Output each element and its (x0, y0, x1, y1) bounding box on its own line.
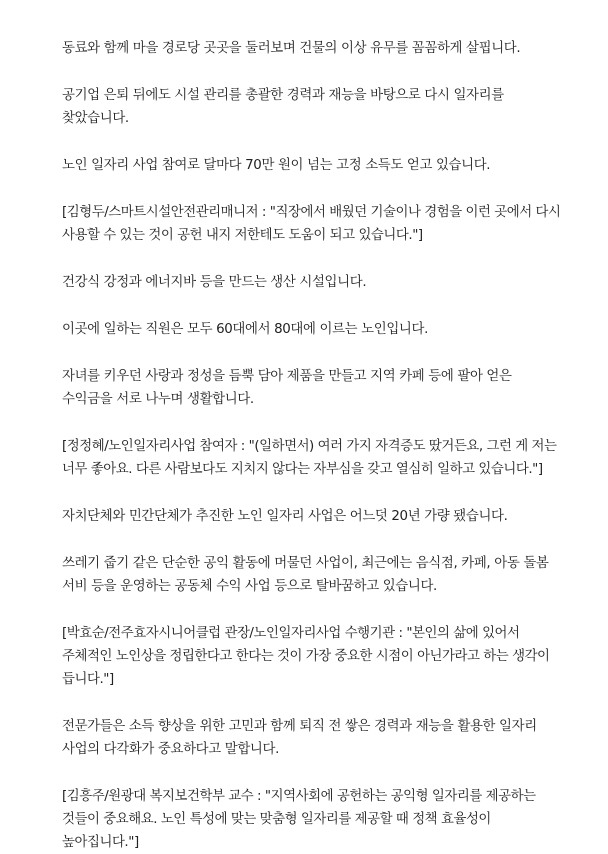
interview-quote: [김형두/스마트시설안전관리매니저 : "직장에서 배웠던 기술이나 경험을 이런 곳에서 다시 사용할 수 있는 것이 공헌 내지 저한테도 도움이 되고 있습니다."] (62, 205, 561, 243)
interview-quote: [박효순/전주효자시니어클럽 관장/노인일자리사업 수행기관 : "본인의 삶에 있어서 주체적인 노인상을 정립한다고 한다는 것이 가장 중요한 시점이 아닌가라고 하는 생각이 듭니다."] (62, 626, 550, 687)
article-paragraph: 이곳에 일하는 직원은 모두 60대에서 80대에 이르는 노인입니다. (62, 322, 428, 337)
article-paragraph: 전문가들은 소득 향상을 위한 고민과 함께 퇴직 전 쌓은 경력과 재능을 활용한 일자리 사업의 다각화가 중요하다고 말합니다. (62, 719, 537, 757)
interview-quote: [김흥주/원광대 복지보건학부 교수 : "지역사회에 공헌하는 공익형 일자리를 제공하는 것들이 중요해요. 노인 특성에 맞는 맞춤형 일자리를 제공할 때 정책 효율성이 높아집니다."] (62, 789, 536, 850)
article-paragraph: 건강식 강정과 에너지바 등을 만드는 생산 시설입니다. (62, 275, 367, 290)
article-paragraph: 쓰레기 줍기 같은 단순한 공익 활동에 머물던 사업이, 최근에는 음식점, 카페, 아동 돌봄 서비 등을 운영하는 공동체 수익 사업 등으로 탈바꿈하고 있습니다. (62, 556, 549, 594)
article-paragraph: 동료와 함께 마을 경로당 곳곳을 둘러보며 건물의 이상 유무를 꼼꼼하게 살핍니다. (62, 41, 521, 56)
article-paragraph: 노인 일자리 사업 참여로 달마다 70만 원이 넘는 고정 소득도 얻고 있습니다. (62, 158, 491, 173)
article-paragraph: 자녀를 키우던 사랑과 정성을 듬뿍 담아 제품을 만들고 지역 카페 등에 팔아 얻은 수익금을 서로 나누며 생활합니다. (62, 369, 512, 407)
article-paragraph: 자치단체와 민간단체가 추진한 노인 일자리 사업은 어느덧 20년 가량 됐습니다. (62, 509, 508, 524)
interview-quote: [정정혜/노인일자리사업 참여자 : "(일하면서) 여러 가지 자격증도 땄거든요, 그런 게 저는 너무 좋아요. 다른 사람보다도 지치지 않다는 자부심을 갖고 열심히 일하고 있습니다."] (62, 439, 557, 477)
article-paragraph: 공기업 은퇴 뒤에도 시설 관리를 총괄한 경력과 재능을 바탕으로 다시 일자리를 찾았습니다. (62, 88, 504, 126)
